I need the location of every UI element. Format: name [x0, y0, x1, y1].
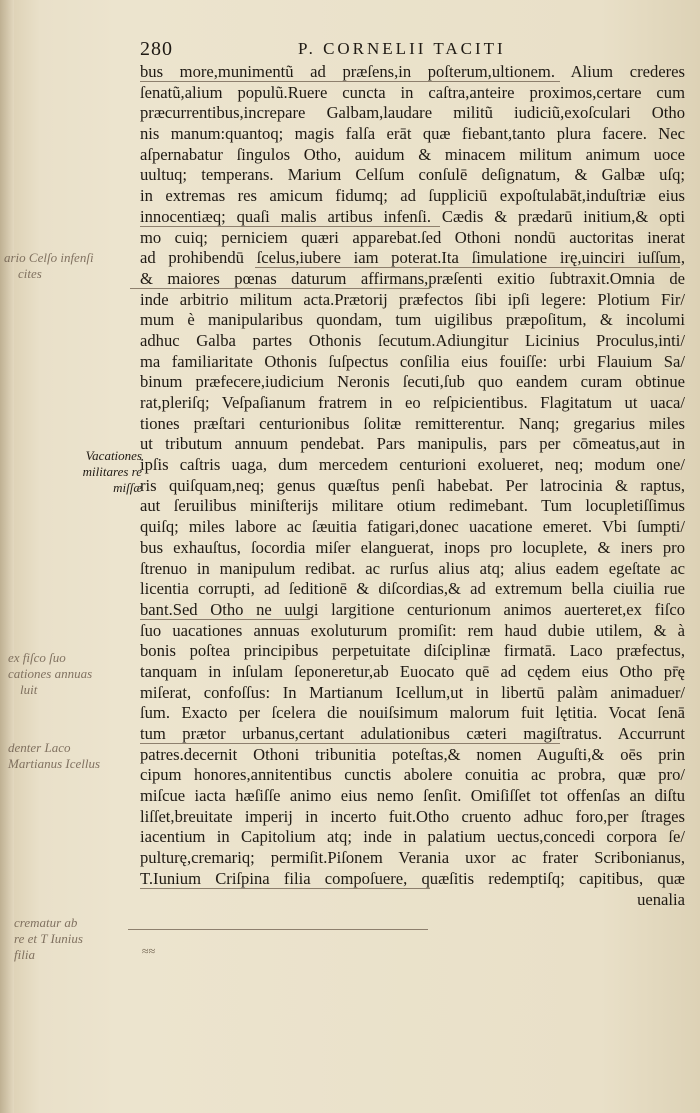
handwritten-note-crematur — [14, 915, 83, 963]
reader-underline — [140, 743, 560, 744]
text-line: bant.Sed Otho ne uulgi largitione centurionum animos auerteret,ex fiſco — [140, 599, 685, 619]
text-line: miſerat, confoſſus: In Martianum Icellum,ut in libertū palàm animaduer/ — [140, 682, 685, 702]
text-line: tiones præſtari centurionibus ſolitæ remitterentur. Nanq; gregarius miles — [140, 413, 685, 433]
text-line: miſcue iacta hæſiſſe animo eius nemo ſenſit. Omiſiſſet tot offenſas an diſtu — [140, 786, 685, 806]
handwritten-note-line: luit — [20, 682, 38, 697]
text-line: aut ſeruilibus miniſterijs militare otium redimebant. Tum locupletiſſimus — [140, 496, 685, 516]
handwritten-note-line: filia — [14, 947, 35, 962]
handwritten-note-line: crematur ab — [14, 915, 78, 930]
running-head-title: P. CORNELII TACITI — [298, 39, 506, 58]
text-line: præcurrentibus,increpare Galbam,laudare militũ iudiciũ,exoſculari Otho — [140, 103, 685, 123]
text-line: quiſq; miles labore ac ſæuitia fatigari,donec uacatione emeret. Vbi ſumpti/ — [140, 517, 685, 537]
text-line: innocentiæq; quaſi malis artibus infenſi. Cædis & prædarū initium,& opti — [140, 206, 685, 226]
text-line: ma familiaritate Othonis ſuſpectus conſilia eius fouiſſe: urbi Flauium Sa/ — [140, 351, 685, 371]
text-line: licentia corrupti, ad ſeditionē & diſcordias,& ad extremum bella ciuilia rue — [140, 579, 685, 599]
handwritten-note-celso — [4, 250, 94, 282]
reader-underline — [140, 81, 560, 82]
text-line: rat,pleriſq; Veſpaſianum fratrem in eo reſpicientibus. Flagitatum ut uaca/ — [140, 393, 685, 412]
gutter-shadow — [0, 0, 14, 1113]
text-line: liſſet,breuitate imperij in incerto fuit.Otho cruento adhuc foro,per ſtrages — [140, 806, 685, 826]
text-line: ad prohibendū ſcelus,iubere iam poterat.Ita ſimulatione irę,uinciri iuſſum, — [140, 248, 685, 268]
text-line: ſum. Exacto per ſcelera die nouiſsimum malorum fuit lętitia. Vocat ſenā — [140, 703, 685, 723]
text-line: bonis poſtea principibus perpetuitate diſciplinæ firmatā. Laco præfectus, — [140, 641, 685, 661]
handwritten-note-line: cationes annuas — [8, 666, 93, 681]
text-line: uultuq; temperans. Marium Celſum conſulē deſignatum, & Galbæ uſq; — [140, 165, 685, 185]
printed-margin-note-line: Vacationes — [85, 448, 142, 463]
handwritten-note-line: Martianus Icellus — [8, 756, 101, 771]
text-line: cipum honores,annitentibus cunctis abolere conuitia ac probra, quæ pro/ — [140, 765, 685, 785]
text-line: & maiores pœnas daturum affirmans,præſenti exitio ſubtraxit.Omnia de — [140, 268, 685, 288]
printed-margin-note-line: miſſæ — [113, 480, 142, 495]
page-number: 280 — [140, 38, 173, 60]
text-line: aſpernabatur ſingulos Otho, auidum & minacem militum animum uoce — [140, 144, 685, 164]
text-line: pulturę,cremariq; permiſit.Piſonem Verania uxor ac frater Scribonianus, — [140, 848, 685, 868]
reader-underline — [140, 888, 430, 889]
text-line: patres.decernit Othoni tribunitia poteſtas,& nomen Auguſti,& oēs prin — [140, 744, 685, 764]
body-text — [140, 62, 685, 910]
text-line: tanquam in inſulam ſeponeretur,ab Euocato quē ad cędem eius Otho pr̄ę — [140, 661, 685, 681]
printed-margin-note — [72, 448, 142, 496]
handwritten-note-line: cites — [18, 266, 42, 281]
handwritten-note-line: ario Celſo infenſi — [4, 250, 94, 265]
reader-underline — [140, 226, 440, 227]
text-line: nis manum:quantoq; magis falſa erāt quæ fiebant,tanto plura facere. Nec — [140, 124, 685, 144]
text-line: uenalia — [637, 889, 685, 909]
text-line: iacentium in Capitolium atq; inde in palatium uectus,concedi corpora ſe/ — [140, 827, 685, 847]
handwritten-note-line: re et T Iunius — [14, 931, 83, 946]
catchword-mark: ≈≈ — [142, 944, 156, 958]
text-line: mo cuiq; perniciem quæri apparebat.ſed Othoni nondū auctoritas inerat — [140, 227, 685, 247]
reader-underline — [255, 267, 680, 268]
text-line: in extremas res amicum fidumq; ad ſuppliciū expoſtulabāt,induſtriæ eius — [140, 186, 685, 206]
text-line: ipſis caſtris uaga, dum mercedem centurioni exolueret, neq; modum one/ — [140, 455, 685, 475]
text-line: ſtrenuo in manipulum redibat. ac rurſus alius atq; alius eadem egeſtate ac — [140, 558, 685, 578]
reader-underline — [140, 619, 310, 620]
text-line: inde arbitrio militum acta.Prætorij præfectos ſibi ipſi legere: Plotium Fir/ — [140, 289, 685, 309]
text-line: bus more,munimentũ ad præſens,in poſterum,ultionem. Alium crederes — [140, 62, 685, 81]
handwritten-note-laco — [8, 740, 100, 772]
text-line: T.Iunium Criſpina filia compoſuere, quæſitis redemptiſq; capitibus, quæ — [140, 868, 685, 888]
reader-underline — [130, 288, 430, 289]
handwritten-note-line: ex fiſco ſuo — [8, 650, 66, 665]
text-line: ſuo uacationes annuas exoluturum promiſit: rem haud dubie utilem, & à — [140, 620, 685, 640]
text-line: ſenatũ,alium populũ.Ruere cuncta in caſtra,anteire proximos,certare cum — [140, 82, 685, 102]
text-line: tum prætor urbanus,certant adulationibus cæteri magiſtratus. Accurrunt — [140, 724, 685, 743]
text-line: ut tributum annuum pendebat. Pars manipulis, pars per cōmeatus,aut in — [140, 434, 685, 454]
printed-margin-note-line: militares re — [82, 464, 142, 479]
reader-underline — [128, 929, 428, 930]
text-line: bus exhauſtus, ſocordia miſer elanguerat, inops pro locuplete, & iners pro — [140, 537, 685, 557]
handwritten-note-line: denter Laco — [8, 740, 71, 755]
running-head — [140, 38, 680, 60]
text-line: binum præfecere,iudicium Neronis ſecuti,ſub quo eandem curam obtinue — [140, 372, 685, 392]
text-line: adhuc Galba partes Othonis ſecutum.Adiungitur Licinius Proculus,inti/ — [140, 330, 685, 350]
text-line: mum è manipularibus quondam, tum uigilibus præpoſitum, & incolumi — [140, 310, 685, 330]
handwritten-note-fisco — [8, 650, 92, 698]
text-line: ris quiſquam,neq; genus quæſtus penſi habebat. Per latrocinia & raptus, — [140, 475, 685, 495]
